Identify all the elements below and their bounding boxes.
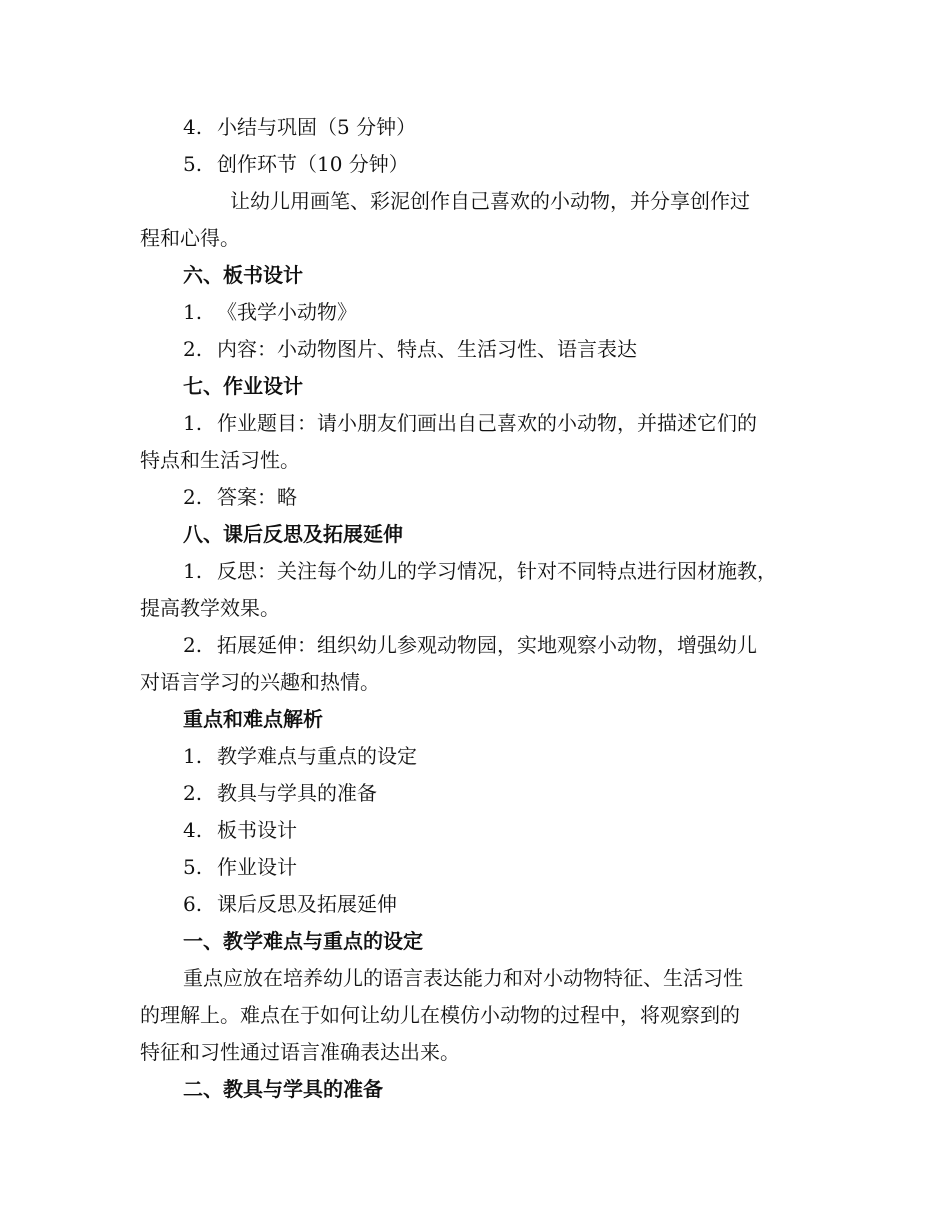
section-heading: 六、板书设计 [183,263,303,287]
list-text: 作业设计 [217,855,297,879]
list-text: 答案：略 [217,485,297,509]
list-item [183,299,357,325]
list-item [183,632,757,658]
list-item [183,410,757,436]
list-item [183,780,377,806]
list-number: 2. [183,337,203,361]
list-number: 1. [183,300,203,324]
list-number: 4. [183,818,203,842]
list-number: 1. [183,411,203,435]
list-text: 板书设计 [217,818,297,842]
paragraph-line: 特点和生活习性。 [140,448,300,472]
list-text: 《我学小动物》 [217,300,357,324]
list-number: 6. [183,892,203,916]
list-number: 4. [183,115,203,139]
list-number: 5. [183,855,203,879]
list-item [183,336,637,362]
list-text: 创作环节（10 分钟） [217,152,409,176]
paragraph-line: 让幼儿用画笔、彩泥创作自己喜欢的小动物，并分享创作过 [230,189,750,213]
section-heading: 八、课后反思及拓展延伸 [183,522,403,546]
list-number: 2. [183,781,203,805]
list-number: 1. [183,559,203,583]
list-text: 教具与学具的准备 [217,781,377,805]
list-text: 内容：小动物图片、特点、生活习性、语言表达 [217,337,637,361]
list-text: 作业题目：请小朋友们画出自己喜欢的小动物，并描述它们的 [217,411,757,435]
section-heading: 重点和难点解析 [183,707,323,731]
list-number: 2. [183,485,203,509]
paragraph-line: 的理解上。难点在于如何让幼儿在模仿小动物的过程中，将观察到的 [140,1003,740,1027]
list-item [183,817,297,843]
list-text: 课后反思及拓展延伸 [217,892,397,916]
list-item [183,743,417,769]
list-item [183,891,397,917]
section-heading: 一、教学难点与重点的设定 [183,929,423,953]
list-text: 小结与巩固（5 分钟） [217,115,417,139]
list-text: 拓展延伸：组织幼儿参观动物园，实地观察小动物，增强幼儿 [217,633,757,657]
section-heading: 七、作业设计 [183,374,303,398]
list-text: 反思：关注每个幼儿的学习情况，针对不同特点进行因材施教， [217,559,777,583]
list-number: 5. [183,152,203,176]
list-item [183,151,409,177]
list-item [183,854,297,880]
paragraph-line: 程和心得。 [140,226,240,250]
list-number: 1. [183,744,203,768]
list-text: 教学难点与重点的设定 [217,744,417,768]
list-number: 2. [183,633,203,657]
paragraph-line: 提高教学效果。 [140,596,280,620]
list-item [183,114,416,140]
paragraph-line: 重点应放在培养幼儿的语言表达能力和对小动物特征、生活习性 [183,966,743,990]
list-item [183,558,777,584]
paragraph-line: 特征和习性通过语言准确表达出来。 [140,1040,460,1064]
paragraph-line: 对语言学习的兴趣和热情。 [140,670,380,694]
list-item [183,484,297,510]
section-heading: 二、教具与学具的准备 [183,1077,383,1101]
